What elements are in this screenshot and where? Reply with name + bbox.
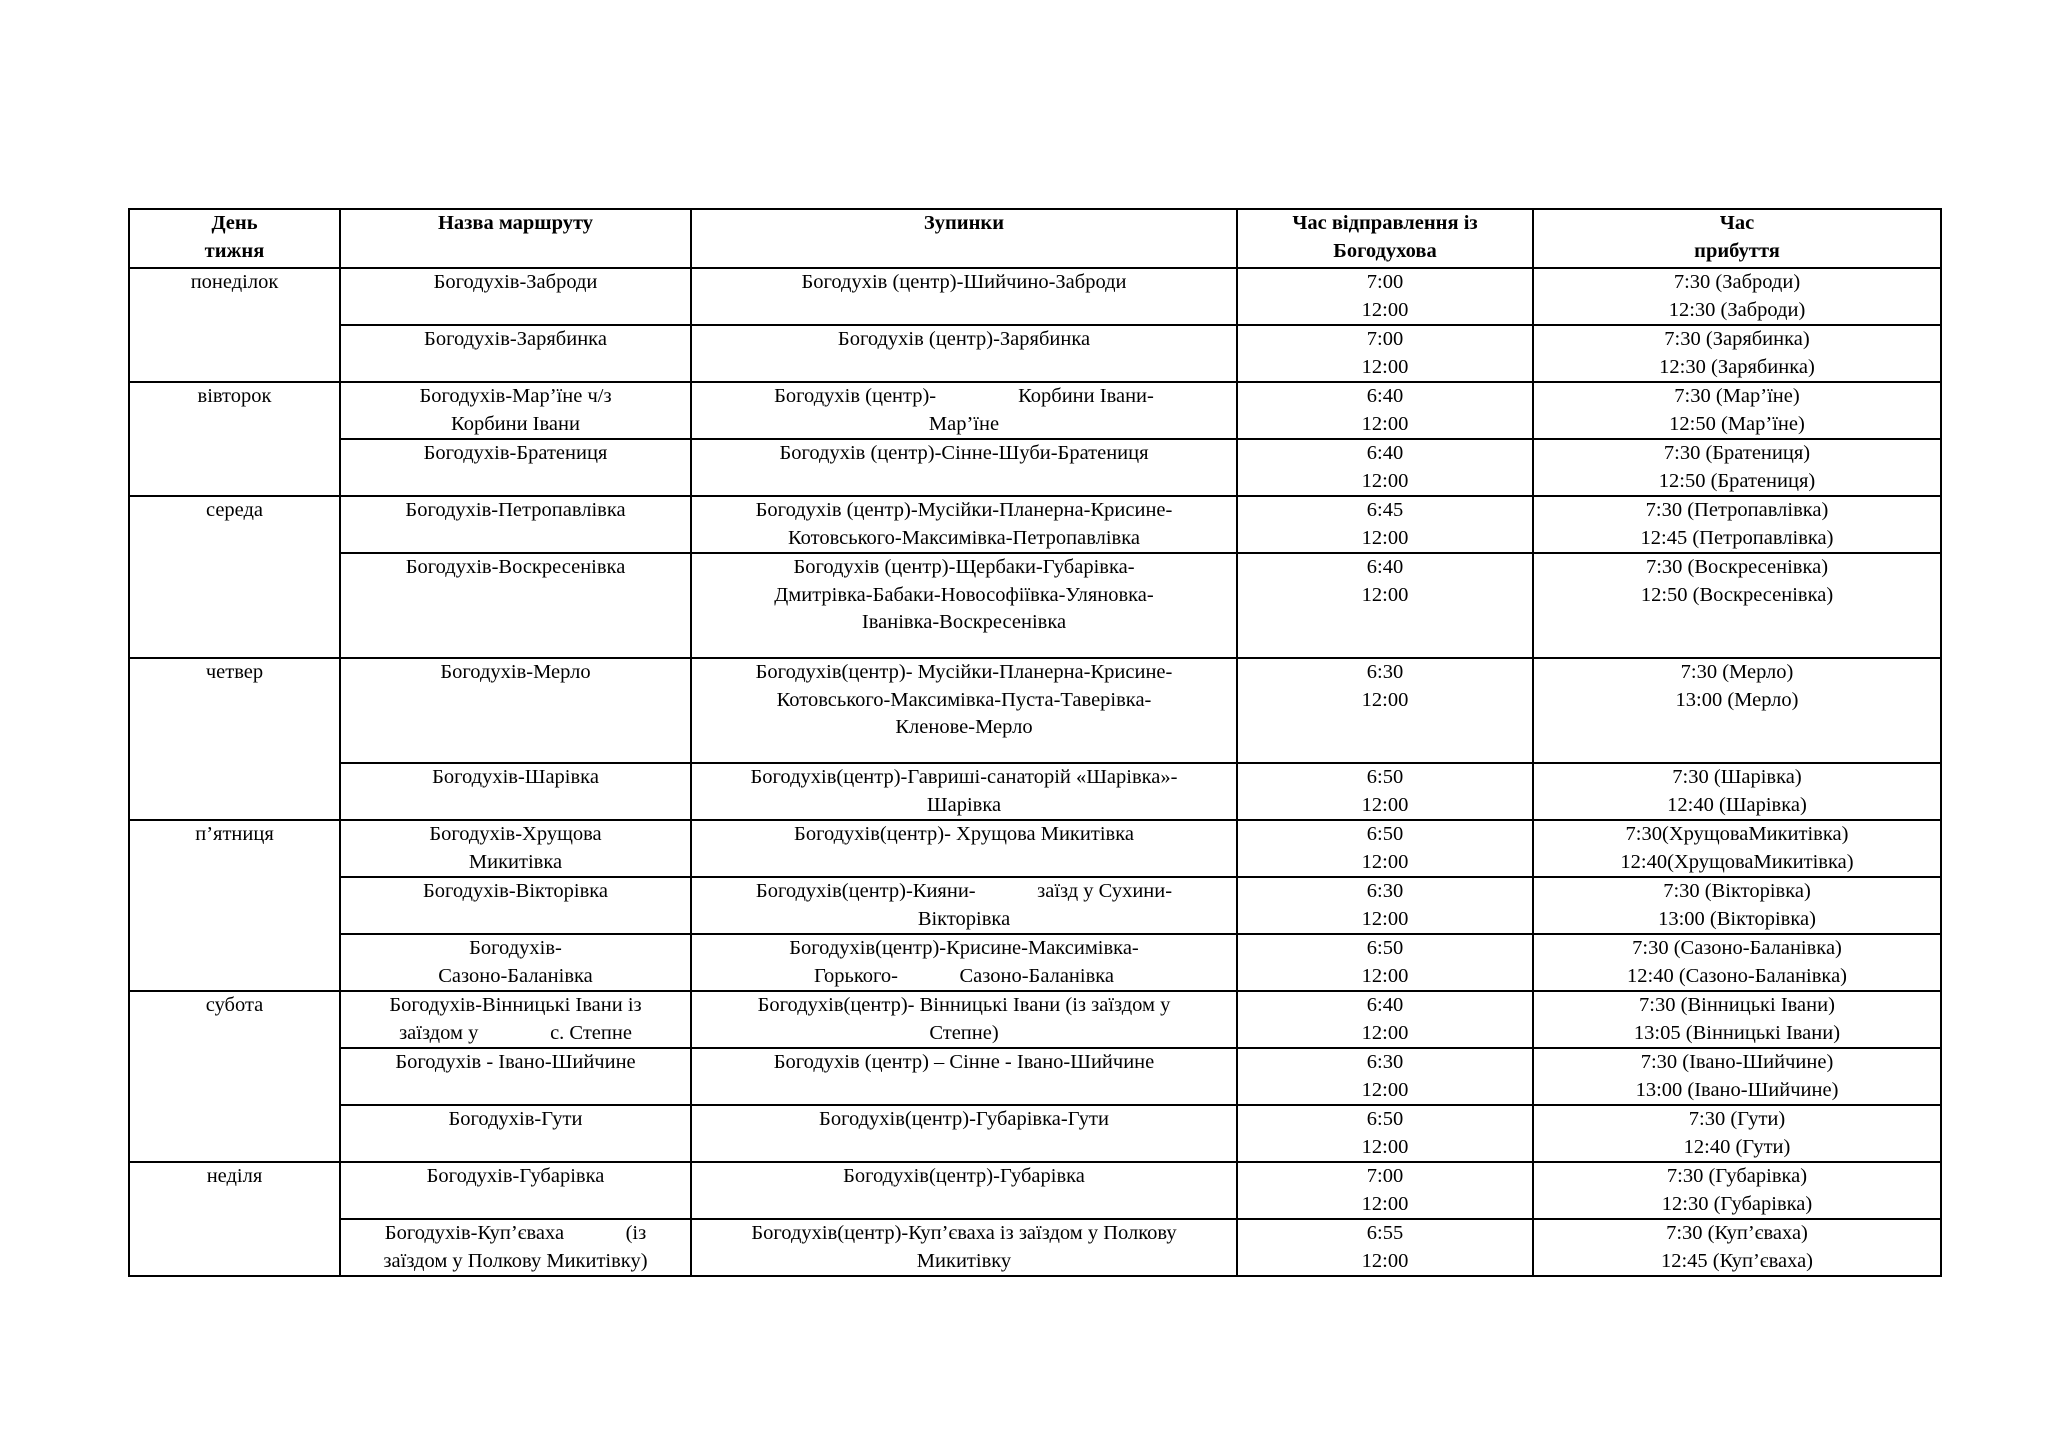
arrival-cell-line: 12:40 (Сазоно-Баланівка) [1627,964,1847,987]
arrival-cell-line: 12:30 (Заброди) [1668,298,1806,321]
departure-cell-line: 12:00 [1361,907,1409,930]
header-arrival-line: прибуття [1694,239,1780,262]
stops-cell-line: Іванівка-Воскресенівка [861,611,1067,633]
departure-cell [1237,877,1533,934]
day-label: середа [205,499,264,521]
route-cell-line: Богодухів-Гути [448,1108,583,1130]
stops-cell-line: Степне) [929,1021,999,1044]
day-label: понеділок [190,271,279,293]
departure-cell [1237,934,1533,991]
schedule-table [128,208,1942,1277]
route-cell [340,439,691,496]
day-cell [129,658,340,820]
route-cell [340,325,691,382]
header-stops-line: Зупинки [923,212,1005,234]
header-route [340,209,691,268]
day-label: вівторок [197,385,272,407]
arrival-cell [1533,1048,1941,1105]
table-row [129,1219,1941,1276]
arrival-cell-line: 12:30 (Зарябинка) [1659,355,1815,378]
route-cell-line: Сазоно-Баланівка [438,964,593,987]
day-cell [129,1162,340,1276]
table-row [129,382,1941,439]
arrival-cell-line: 12:40 (Шарівка) [1667,793,1807,816]
departure-cell-line: 6:55 [1366,1222,1404,1244]
stops-cell-line: Богодухів (центр)-Зарябинка [837,328,1091,350]
route-cell-line: заїздом у с. Степне [399,1021,632,1044]
arrival-cell-line: 7:30 (Вікторівка) [1663,880,1811,902]
table-row [129,268,1941,325]
arrival-cell [1533,439,1941,496]
route-cell [340,553,691,658]
table-row [129,763,1941,820]
departure-cell-line: 12:00 [1361,1192,1409,1215]
departure-cell [1237,496,1533,553]
arrival-cell-line: 7:30 (Шарівка) [1672,766,1802,788]
departure-cell-line: 12:00 [1361,583,1409,606]
route-cell [340,877,691,934]
route-cell-line: заїздом у Полкову Микитівку) [383,1249,648,1272]
departure-cell [1237,820,1533,877]
arrival-cell [1533,382,1941,439]
route-cell-line: Богодухів-Мар’їне ч/з [419,385,612,407]
route-cell-line: Богодухів-Губарівка [426,1165,605,1187]
table-row [129,1162,1941,1219]
route-cell-line: Богодухів-Воскресенівка [405,556,626,578]
arrival-cell-line: 7:30(ХрущоваМикитівка) [1625,823,1849,845]
stops-cell [691,877,1237,934]
departure-cell-line: 6:50 [1366,1108,1404,1130]
route-cell [340,934,691,991]
day-label: четвер [205,661,264,683]
table-row [129,820,1941,877]
stops-cell-line: Микитівку [916,1249,1012,1272]
arrival-cell [1533,268,1941,325]
departure-cell-line: 12:00 [1361,298,1409,321]
table-row [129,991,1941,1048]
day-cell [129,496,340,658]
arrival-cell-line: 7:30 (Заброди) [1673,271,1801,293]
route-cell-line: Богодухів-Петропавлівка [405,499,626,521]
arrival-cell [1533,991,1941,1048]
header-day-line: День [211,212,258,234]
arrival-cell-line: 13:00 (Вікторівка) [1658,907,1816,930]
route-cell-line: Богодухів-Куп’єваха (із [384,1222,647,1244]
arrival-cell [1533,763,1941,820]
arrival-cell-line: 7:30 (Петропавлівка) [1645,499,1829,521]
header-arrival-line: Час [1719,212,1755,234]
stops-cell-line: Богодухів (центр)-Шийчино-Заброди [801,271,1127,293]
route-cell [340,763,691,820]
departure-cell-line: 6:40 [1366,442,1404,464]
departure-cell-line: 6:50 [1366,823,1404,845]
route-cell-line: Богодухів-Шарівка [432,766,599,788]
departure-cell-line: 6:40 [1366,385,1404,407]
day-cell [129,382,340,496]
stops-cell [691,1048,1237,1105]
table-row [129,553,1941,658]
stops-cell-line: Кленове-Мерло [895,716,1033,738]
route-cell-line: Богодухів - Івано-Шийчине [395,1051,636,1073]
stops-cell [691,325,1237,382]
departure-cell [1237,1048,1533,1105]
stops-cell-line: Дмитрівка-Бабаки-Новософіївка-Уляновка- [774,583,1154,606]
stops-cell-line: Богодухів(центр)-Крисине-Максимівка- [789,937,1139,959]
arrival-cell-line: 12:50 (Братениця) [1658,469,1816,492]
header-route-line: Назва маршруту [437,212,594,234]
table-row [129,658,1941,763]
departure-cell-line: 6:50 [1366,937,1404,959]
stops-cell-line: Богодухів (центр) – Сінне - Івано-Шийчине [773,1051,1155,1073]
table-row [129,1048,1941,1105]
departure-cell-line: 6:40 [1366,556,1404,578]
departure-cell-line: 12:00 [1361,469,1409,492]
stops-cell [691,763,1237,820]
stops-cell-line: Горького- Сазоно-Баланівка [813,964,1115,987]
route-cell-line: Богодухів-Мерло [440,661,591,683]
arrival-cell [1533,877,1941,934]
departure-cell-line: 6:30 [1366,661,1404,683]
arrival-cell [1533,325,1941,382]
stops-cell-line: Богодухів (центр)-Сінне-Шуби-Братениця [779,442,1149,464]
departure-cell-line: 6:50 [1366,766,1404,788]
arrival-cell-line: 7:30 (Куп’єваха) [1666,1222,1808,1244]
route-cell [340,820,691,877]
stops-cell-line: Богодухів(центр)-Гавриші-санаторій «Шарівка»- [750,766,1178,788]
day-cell [129,991,340,1162]
table-row [129,934,1941,991]
route-cell [340,268,691,325]
route-cell-line: Богодухів- [469,937,562,959]
departure-cell [1237,658,1533,763]
stops-cell-line: Котовського-Максимівка-Пуста-Таверівка- [776,688,1152,711]
stops-cell-line: Богодухів(центр)- Вінницькі Івани (із заїздом у [757,994,1171,1016]
stops-cell [691,1105,1237,1162]
arrival-cell-line: 12:45 (Куп’єваха) [1660,1249,1814,1272]
stops-cell [691,553,1237,658]
route-cell-line: Микитівка [468,850,563,873]
departure-cell-line: 12:00 [1361,526,1409,549]
arrival-cell [1533,553,1941,658]
table-row [129,439,1941,496]
departure-cell-line: 12:00 [1361,1249,1409,1272]
arrival-cell-line: 12:40(ХрущоваМикитівка) [1620,850,1854,873]
arrival-cell-line: 7:30 (Воскресенівка) [1645,556,1829,578]
stops-cell-line: Богодухів(центр)-Кияни- заїзд у Сухини- [755,880,1173,902]
arrival-cell [1533,1162,1941,1219]
stops-cell-line: Богодухів (центр)-Мусійки-Планерна-Крисине- [755,499,1173,521]
stops-cell-line: Богодухів(центр)- Хрущова Микитівка [794,823,1134,845]
route-cell-line: Богодухів-Зарябинка [424,328,607,350]
arrival-cell [1533,820,1941,877]
stops-cell-line: Богодухів(центр)-Куп’єваха із заїздом у Полкову [751,1222,1177,1244]
stops-cell [691,658,1237,763]
departure-cell [1237,553,1533,658]
departure-cell-line: 7:00 [1366,271,1404,293]
header-departure-line: Богодухова [1333,239,1437,262]
route-cell [340,1162,691,1219]
table-row [129,877,1941,934]
departure-cell-line: 12:00 [1361,355,1409,378]
day-label: п’ятниця [195,823,274,845]
arrival-cell [1533,1219,1941,1276]
arrival-cell-line: 13:00 (Івано-Шийчине) [1635,1078,1839,1101]
departure-cell [1237,439,1533,496]
departure-cell [1237,1219,1533,1276]
arrival-cell-line: 7:30 (Гути) [1688,1108,1786,1130]
stops-cell-line: Богодухів(центр)-Губарівка-Гути [819,1108,1109,1130]
arrival-cell-line: 7:30 (Вінницькі Івани) [1639,994,1835,1016]
arrival-cell-line: 12:40 (Гути) [1683,1135,1791,1158]
arrival-cell-line: 12:50 (Мар’їне) [1669,412,1805,435]
route-cell [340,496,691,553]
route-cell-line: Богодухів-Вінницькі Івани із [389,994,642,1016]
stops-cell-line: Котовського-Максимівка-Петропавлівка [788,526,1140,549]
stops-cell [691,1219,1237,1276]
arrival-cell-line: 13:05 (Вінницькі Івани) [1633,1021,1841,1044]
departure-cell-line: 12:00 [1361,1135,1409,1158]
table-row [129,496,1941,553]
arrival-cell-line: 12:50 (Воскресенівка) [1640,583,1834,606]
route-cell [340,1219,691,1276]
departure-cell-line: 6:30 [1366,1051,1404,1073]
day-cell [129,268,340,382]
header-departure-line: Час відправлення із [1292,212,1478,234]
route-cell [340,658,691,763]
stops-cell-line: Вікторівка [917,907,1011,930]
table-row [129,325,1941,382]
arrival-cell-line: 7:30 (Мерло) [1680,661,1794,683]
header-departure [1237,209,1533,268]
departure-cell-line: 7:00 [1366,328,1404,350]
arrival-cell-line: 13:00 (Мерло) [1675,688,1799,711]
route-cell-line: Богодухів-Братениця [423,442,608,464]
departure-cell-line: 7:00 [1366,1165,1404,1187]
departure-cell [1237,325,1533,382]
departure-cell [1237,991,1533,1048]
departure-cell-line: 12:00 [1361,1021,1409,1044]
departure-cell-line: 6:40 [1366,994,1404,1016]
day-label: неділя [206,1165,263,1187]
departure-cell [1237,1162,1533,1219]
stops-cell-line: Мар’їне [928,412,1000,435]
route-cell [340,1105,691,1162]
arrival-cell-line: 7:30 (Мар’їне) [1674,385,1800,407]
route-cell [340,382,691,439]
arrival-cell [1533,934,1941,991]
route-cell [340,991,691,1048]
arrival-cell-line: 12:45 (Петропавлівка) [1640,526,1834,549]
departure-cell [1237,382,1533,439]
header-row [129,209,1941,268]
arrival-cell-line: 7:30 (Сазоно-Баланівка) [1632,937,1842,959]
day-cell [129,820,340,991]
arrival-cell [1533,496,1941,553]
header-arrival [1533,209,1941,268]
route-cell [340,1048,691,1105]
stops-cell [691,439,1237,496]
route-cell-line: Богодухів-Хрущова [429,823,602,845]
stops-cell [691,382,1237,439]
stops-cell [691,820,1237,877]
departure-cell-line: 6:30 [1366,880,1404,902]
departure-cell-line: 12:00 [1361,964,1409,987]
route-cell-line: Богодухів-Заброди [433,271,598,293]
stops-cell [691,1162,1237,1219]
departure-cell-line: 12:00 [1361,793,1409,816]
arrival-cell-line: 7:30 (Братениця) [1663,442,1811,464]
departure-cell-line: 12:00 [1361,688,1409,711]
arrival-cell-line: 7:30 (Губарівка) [1666,1165,1808,1187]
header-day [129,209,340,268]
departure-cell-line: 12:00 [1361,412,1409,435]
stops-cell-line: Богодухів(центр)- Мусійки-Планерна-Крисине- [755,661,1173,683]
arrival-cell-line: 12:30 (Губарівка) [1661,1192,1813,1215]
arrival-cell-line: 7:30 (Івано-Шийчине) [1640,1051,1834,1073]
departure-cell-line: 12:00 [1361,1078,1409,1101]
stops-cell [691,268,1237,325]
table-row [129,1105,1941,1162]
route-cell-line: Корбини Івани [451,412,580,435]
arrival-cell [1533,658,1941,763]
day-label: субота [205,994,264,1016]
departure-cell [1237,268,1533,325]
route-cell-line: Богодухів-Вікторівка [422,880,609,902]
departure-cell [1237,763,1533,820]
stops-cell-line: Шарівка [926,793,1002,816]
stops-cell [691,934,1237,991]
header-day-line: тижня [204,239,265,262]
stops-cell-line: Богодухів (центр)- Корбини Івани- [774,385,1154,407]
schedule-body [129,268,1941,1276]
departure-cell-line: 6:45 [1366,499,1404,521]
arrival-cell [1533,1105,1941,1162]
stops-cell-line: Богодухів (центр)-Щербаки-Губарівка- [793,556,1135,578]
stops-cell-line: Богодухів(центр)-Губарівка [843,1165,1085,1187]
departure-cell-line: 12:00 [1361,850,1409,873]
departure-cell [1237,1105,1533,1162]
stops-cell [691,496,1237,553]
header-stops [691,209,1237,268]
arrival-cell-line: 7:30 (Зарябинка) [1664,328,1810,350]
stops-cell [691,991,1237,1048]
